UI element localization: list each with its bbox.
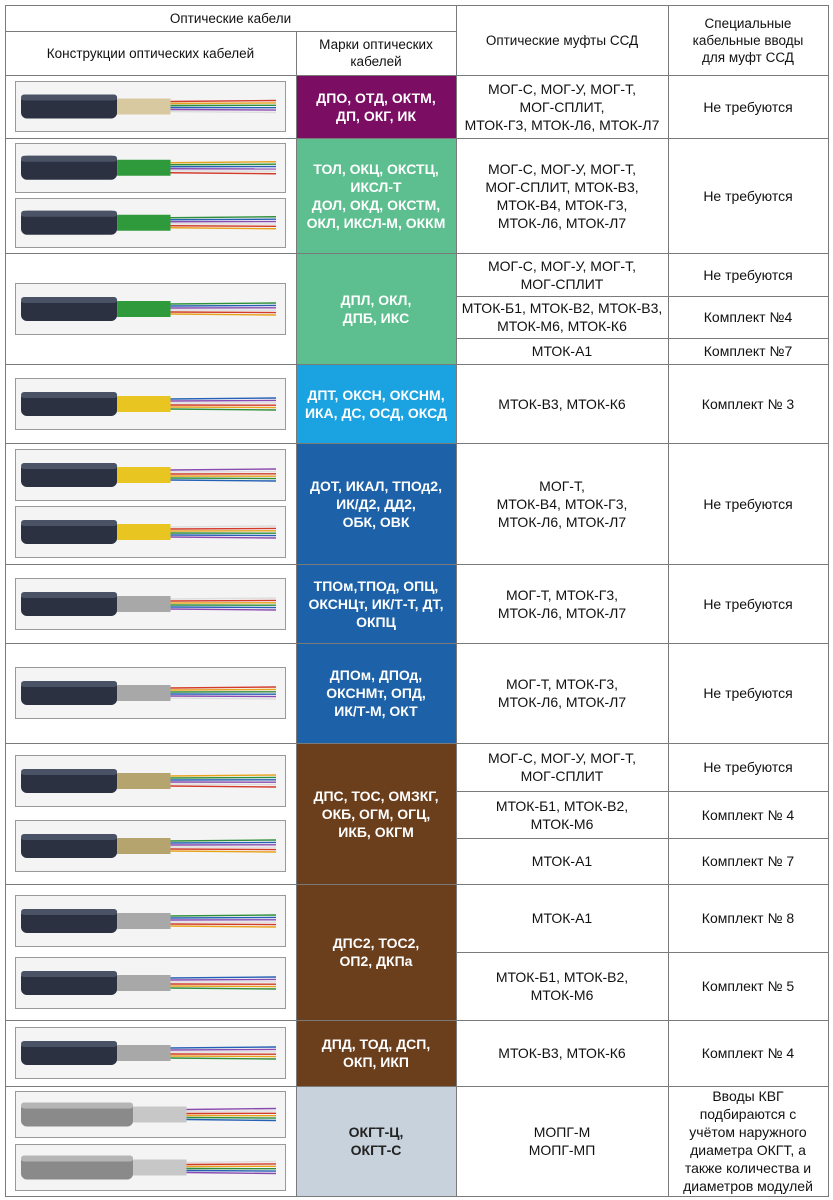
cable-entry-cell bbox=[668, 75, 828, 138]
cable-entry-cell bbox=[668, 443, 828, 564]
header-cable-designs-label: Конструкции оптических кабелей bbox=[46, 45, 255, 61]
cable-drop-multi-color-icon bbox=[15, 81, 286, 132]
cable-brands-cell bbox=[296, 364, 456, 443]
splice-closure-cell bbox=[456, 296, 668, 338]
grid-line bbox=[5, 31, 456, 32]
cable-entry-cell bbox=[668, 138, 828, 253]
grid-line bbox=[5, 1196, 828, 1197]
grid-line bbox=[456, 5, 457, 1196]
cable-entry-label: Комплект № 4 bbox=[701, 806, 795, 823]
splice-closure-label: МТОК-Б1, МТОК-В2, МТОК-М6 bbox=[495, 969, 629, 1003]
splice-closure-cell bbox=[456, 138, 668, 253]
cable-figure8-modules-icon bbox=[15, 667, 286, 719]
splice-closure-cell bbox=[456, 253, 668, 296]
cable-brands-label: ТОЛ, ОКЦ, ОКСТЦ, ИКСЛ-Т ДОЛ, ОКД, ОКСТМ, ОКЛ, ИКСЛ-М, ОККМ bbox=[306, 160, 446, 231]
cable-figure8-steel-icon bbox=[15, 578, 286, 630]
grid-line bbox=[456, 838, 828, 839]
cable-armored-modules-icon bbox=[15, 283, 286, 335]
opgw-cable-2-icon bbox=[15, 1144, 286, 1191]
splice-closure-label: МТОК-А1 bbox=[531, 853, 593, 869]
cable-green-strength-icon bbox=[15, 143, 286, 193]
cable-entry-label: Не требуются bbox=[703, 266, 793, 283]
cable-brands-cell bbox=[296, 564, 456, 643]
splice-closure-label: МОГ-Т, МТОК-В4, МТОК-Г3, МТОК-Л6, МТОК-Л7 bbox=[496, 477, 628, 530]
grid-line bbox=[668, 5, 669, 1196]
cable-design-cell bbox=[5, 364, 296, 443]
cable-entry-label: Не требуются bbox=[703, 187, 793, 204]
opgw-cable-icon bbox=[15, 1091, 286, 1138]
splice-closure-label: МТОК-А1 bbox=[531, 343, 593, 359]
cable-design-cell bbox=[5, 643, 296, 743]
cable-brands-cell bbox=[296, 1086, 456, 1196]
grid-line bbox=[5, 884, 828, 885]
splice-closure-label: МОПГ-М МОПГ-МП bbox=[528, 1124, 596, 1158]
cable-design-cell bbox=[5, 1020, 296, 1086]
splice-closure-cell bbox=[456, 1086, 668, 1196]
splice-closure-cell bbox=[456, 643, 668, 743]
cable-design-cell bbox=[5, 564, 296, 643]
cable-entry-cell bbox=[668, 952, 828, 1020]
header-optical-cables-label: Оптические кабели bbox=[169, 10, 292, 26]
cable-design-cell bbox=[5, 75, 296, 138]
cable-entry-label: Не требуются bbox=[703, 685, 793, 701]
cable-brands-label: ОКГТ-Ц, ОКГТ-С bbox=[348, 1124, 404, 1158]
header-cable-brands-label: Марки оптических кабелей bbox=[319, 37, 433, 69]
cable-brands-cell bbox=[296, 138, 456, 253]
cable-dielectric-tube-icon bbox=[15, 449, 286, 501]
grid-line bbox=[5, 253, 828, 254]
grid-line bbox=[456, 338, 828, 339]
splice-closure-cell bbox=[456, 364, 668, 443]
cable-brands-cell bbox=[296, 743, 456, 884]
cable-entry-label: Комплект № 8 bbox=[701, 910, 795, 926]
splice-closure-cell bbox=[456, 838, 668, 884]
header-special-entries bbox=[668, 5, 828, 75]
cable-entry-label: Не требуются bbox=[703, 495, 793, 512]
splice-closure-label: МОГ-Т, МТОК-Г3, МТОК-Л6, МТОК-Л7 bbox=[497, 676, 627, 710]
header-optical-cables bbox=[5, 5, 456, 31]
splice-closure-label: МОГ-С, МОГ-У, МОГ-Т, МОГ-СПЛИТ bbox=[488, 750, 636, 784]
cable-brands-label: ТПОм,ТПОд, ОПЦ, ОКСНЦт, ИК/Т-Т, ДТ, ОКПЦ bbox=[308, 577, 444, 630]
splice-closure-cell bbox=[456, 1020, 668, 1086]
header-splice-closures bbox=[456, 5, 668, 75]
splice-closure-cell bbox=[456, 743, 668, 791]
cable-entry-cell bbox=[668, 1020, 828, 1086]
splice-closure-label: МОГ-Т, МТОК-Г3, МТОК-Л6, МТОК-Л7 bbox=[497, 586, 627, 621]
splice-closure-cell bbox=[456, 564, 668, 643]
splice-closure-label: МТОК-Б1, МТОК-В2, МТОК-В3, МТОК-М6, МТОК-К6 bbox=[461, 300, 663, 334]
splice-closure-label: МОГ-С, МОГ-У, МОГ-Т, МОГ-СПЛИТ, МТОК-Г3, МТОК-Л6, МТОК-Л7 bbox=[464, 80, 660, 133]
cable-design-cell bbox=[5, 443, 296, 564]
grid-line bbox=[456, 296, 828, 297]
splice-closure-label: МОГ-С, МОГ-У, МОГ-Т, МОГ-СПЛИТ, МТОК-В3, МТОК-В4, МТОК-Г3, МТОК-Л6, МТОК-Л7 bbox=[485, 160, 639, 231]
cable-heavy-armor-icon bbox=[15, 1027, 286, 1079]
cable-entry-cell bbox=[668, 338, 828, 364]
cable-entry-cell bbox=[668, 296, 828, 338]
grid-line bbox=[5, 364, 828, 365]
cable-brands-label: ДПТ, ОКСН, ОКСНМ, ИКА, ДС, ОСД, ОКСД bbox=[304, 386, 448, 421]
grid-line bbox=[5, 5, 828, 6]
cable-entry-cell bbox=[668, 791, 828, 838]
grid-line bbox=[5, 743, 828, 744]
grid-line bbox=[5, 75, 828, 76]
grid-line bbox=[5, 564, 828, 565]
cable-brands-cell bbox=[296, 443, 456, 564]
cable-design-cell bbox=[5, 253, 296, 364]
header-cable-brands bbox=[296, 31, 456, 75]
cable-entry-label: Комплект № 3 bbox=[701, 395, 795, 412]
cable-steel-wire-armor-2-icon bbox=[15, 820, 286, 872]
cable-design-cell bbox=[5, 138, 296, 253]
cable-entry-label: Комплект №4 bbox=[703, 309, 793, 325]
cable-double-armor-icon bbox=[15, 895, 286, 947]
cable-brands-cell bbox=[296, 884, 456, 1020]
cable-entry-cell bbox=[668, 838, 828, 884]
cable-steel-wire-armor-icon bbox=[15, 755, 286, 807]
cable-brands-label: ДПД, ТОД, ДСП, ОКП, ИКП bbox=[321, 1036, 431, 1070]
cable-entry-label: Не требуются bbox=[703, 759, 793, 775]
cable-entry-label: Не требуются bbox=[703, 98, 793, 115]
header-splice-closures-label: Оптические муфты ССД bbox=[485, 32, 639, 48]
cable-yellow-aramid-icon bbox=[15, 378, 286, 430]
grid-line bbox=[5, 1020, 828, 1021]
grid-line bbox=[5, 443, 828, 444]
grid-line bbox=[5, 5, 6, 1196]
cable-brands-cell bbox=[296, 253, 456, 364]
splice-closure-label: МТОК-В3, МТОК-К6 bbox=[498, 395, 626, 412]
splice-closure-cell bbox=[456, 952, 668, 1020]
cable-brands-cell bbox=[296, 1020, 456, 1086]
header-special-entries-label: Специальные кабельные вводы для муфт ССД bbox=[692, 15, 804, 65]
splice-closure-cell bbox=[456, 338, 668, 364]
splice-closure-cell bbox=[456, 443, 668, 564]
grid-line bbox=[828, 5, 829, 1197]
splice-closure-cell bbox=[456, 791, 668, 838]
cable-entry-label: Не требуются bbox=[703, 595, 793, 612]
cable-entry-cell bbox=[668, 253, 828, 296]
cable-entry-cell bbox=[668, 884, 828, 952]
cable-brands-cell bbox=[296, 643, 456, 743]
splice-closure-label: МТОК-В3, МТОК-К6 bbox=[498, 1045, 626, 1061]
grid-line bbox=[5, 138, 828, 139]
cable-design-cell bbox=[5, 743, 296, 884]
cable-brands-cell bbox=[296, 75, 456, 138]
grid-line bbox=[456, 952, 828, 953]
cable-entry-cell bbox=[668, 1086, 828, 1196]
cable-brands-label: ДПОм, ДПОд, ОКСНМт, ОПД, ИК/Т-М, ОКТ bbox=[326, 667, 426, 719]
cable-entry-label: Вводы КВГ подбираются с учётом наружного диаметра ОКГТ, а также количества и диаметров модулей bbox=[683, 1088, 813, 1194]
cable-entry-label: Комплект № 5 bbox=[701, 978, 795, 994]
header-cable-designs bbox=[5, 31, 296, 75]
cable-double-armor-2-icon bbox=[15, 957, 286, 1009]
grid-line bbox=[5, 1086, 828, 1087]
cable-brands-label: ДОТ, ИКАЛ, ТПОд2, ИК/Д2, ДД2, ОБК, ОВК bbox=[309, 477, 442, 530]
cable-entry-label: Комплект №7 bbox=[703, 343, 793, 359]
cable-brands-label: ДПО, ОТД, ОКТМ, ДП, ОКГ, ИК bbox=[316, 89, 436, 124]
cable-entry-cell bbox=[668, 364, 828, 443]
cable-green-modules-icon bbox=[15, 198, 286, 248]
cable-entry-label: Комплект № 7 bbox=[701, 853, 795, 869]
grid-line bbox=[456, 791, 828, 792]
grid-line bbox=[296, 31, 297, 1196]
grid-line bbox=[5, 643, 828, 644]
cable-design-cell bbox=[5, 884, 296, 1020]
cable-design-cell bbox=[5, 1086, 296, 1196]
cable-aramid-yarn-icon bbox=[15, 506, 286, 558]
cable-entry-label: Комплект № 4 bbox=[701, 1045, 795, 1061]
splice-closure-label: МТОК-Б1, МТОК-В2, МТОК-М6 bbox=[495, 797, 629, 832]
cable-brands-label: ДПС, ТОС, ОМЗКГ, ОКБ, ОГМ, ОГЦ, ИКБ, ОКГМ bbox=[313, 787, 439, 840]
cable-brands-label: ДПЛ, ОКЛ, ДПБ, ИКС bbox=[340, 291, 412, 326]
cable-entry-cell bbox=[668, 743, 828, 791]
splice-closure-cell bbox=[456, 75, 668, 138]
splice-closure-cell bbox=[456, 884, 668, 952]
cable-brands-label: ДПС2, ТОС2, ОП2, ДКПа bbox=[332, 935, 420, 969]
splice-closure-label: МОГ-С, МОГ-У, МОГ-Т, МОГ-СПЛИТ bbox=[488, 257, 636, 292]
cable-entry-cell bbox=[668, 564, 828, 643]
splice-closure-label: МТОК-А1 bbox=[531, 910, 593, 926]
cable-entry-cell bbox=[668, 643, 828, 743]
